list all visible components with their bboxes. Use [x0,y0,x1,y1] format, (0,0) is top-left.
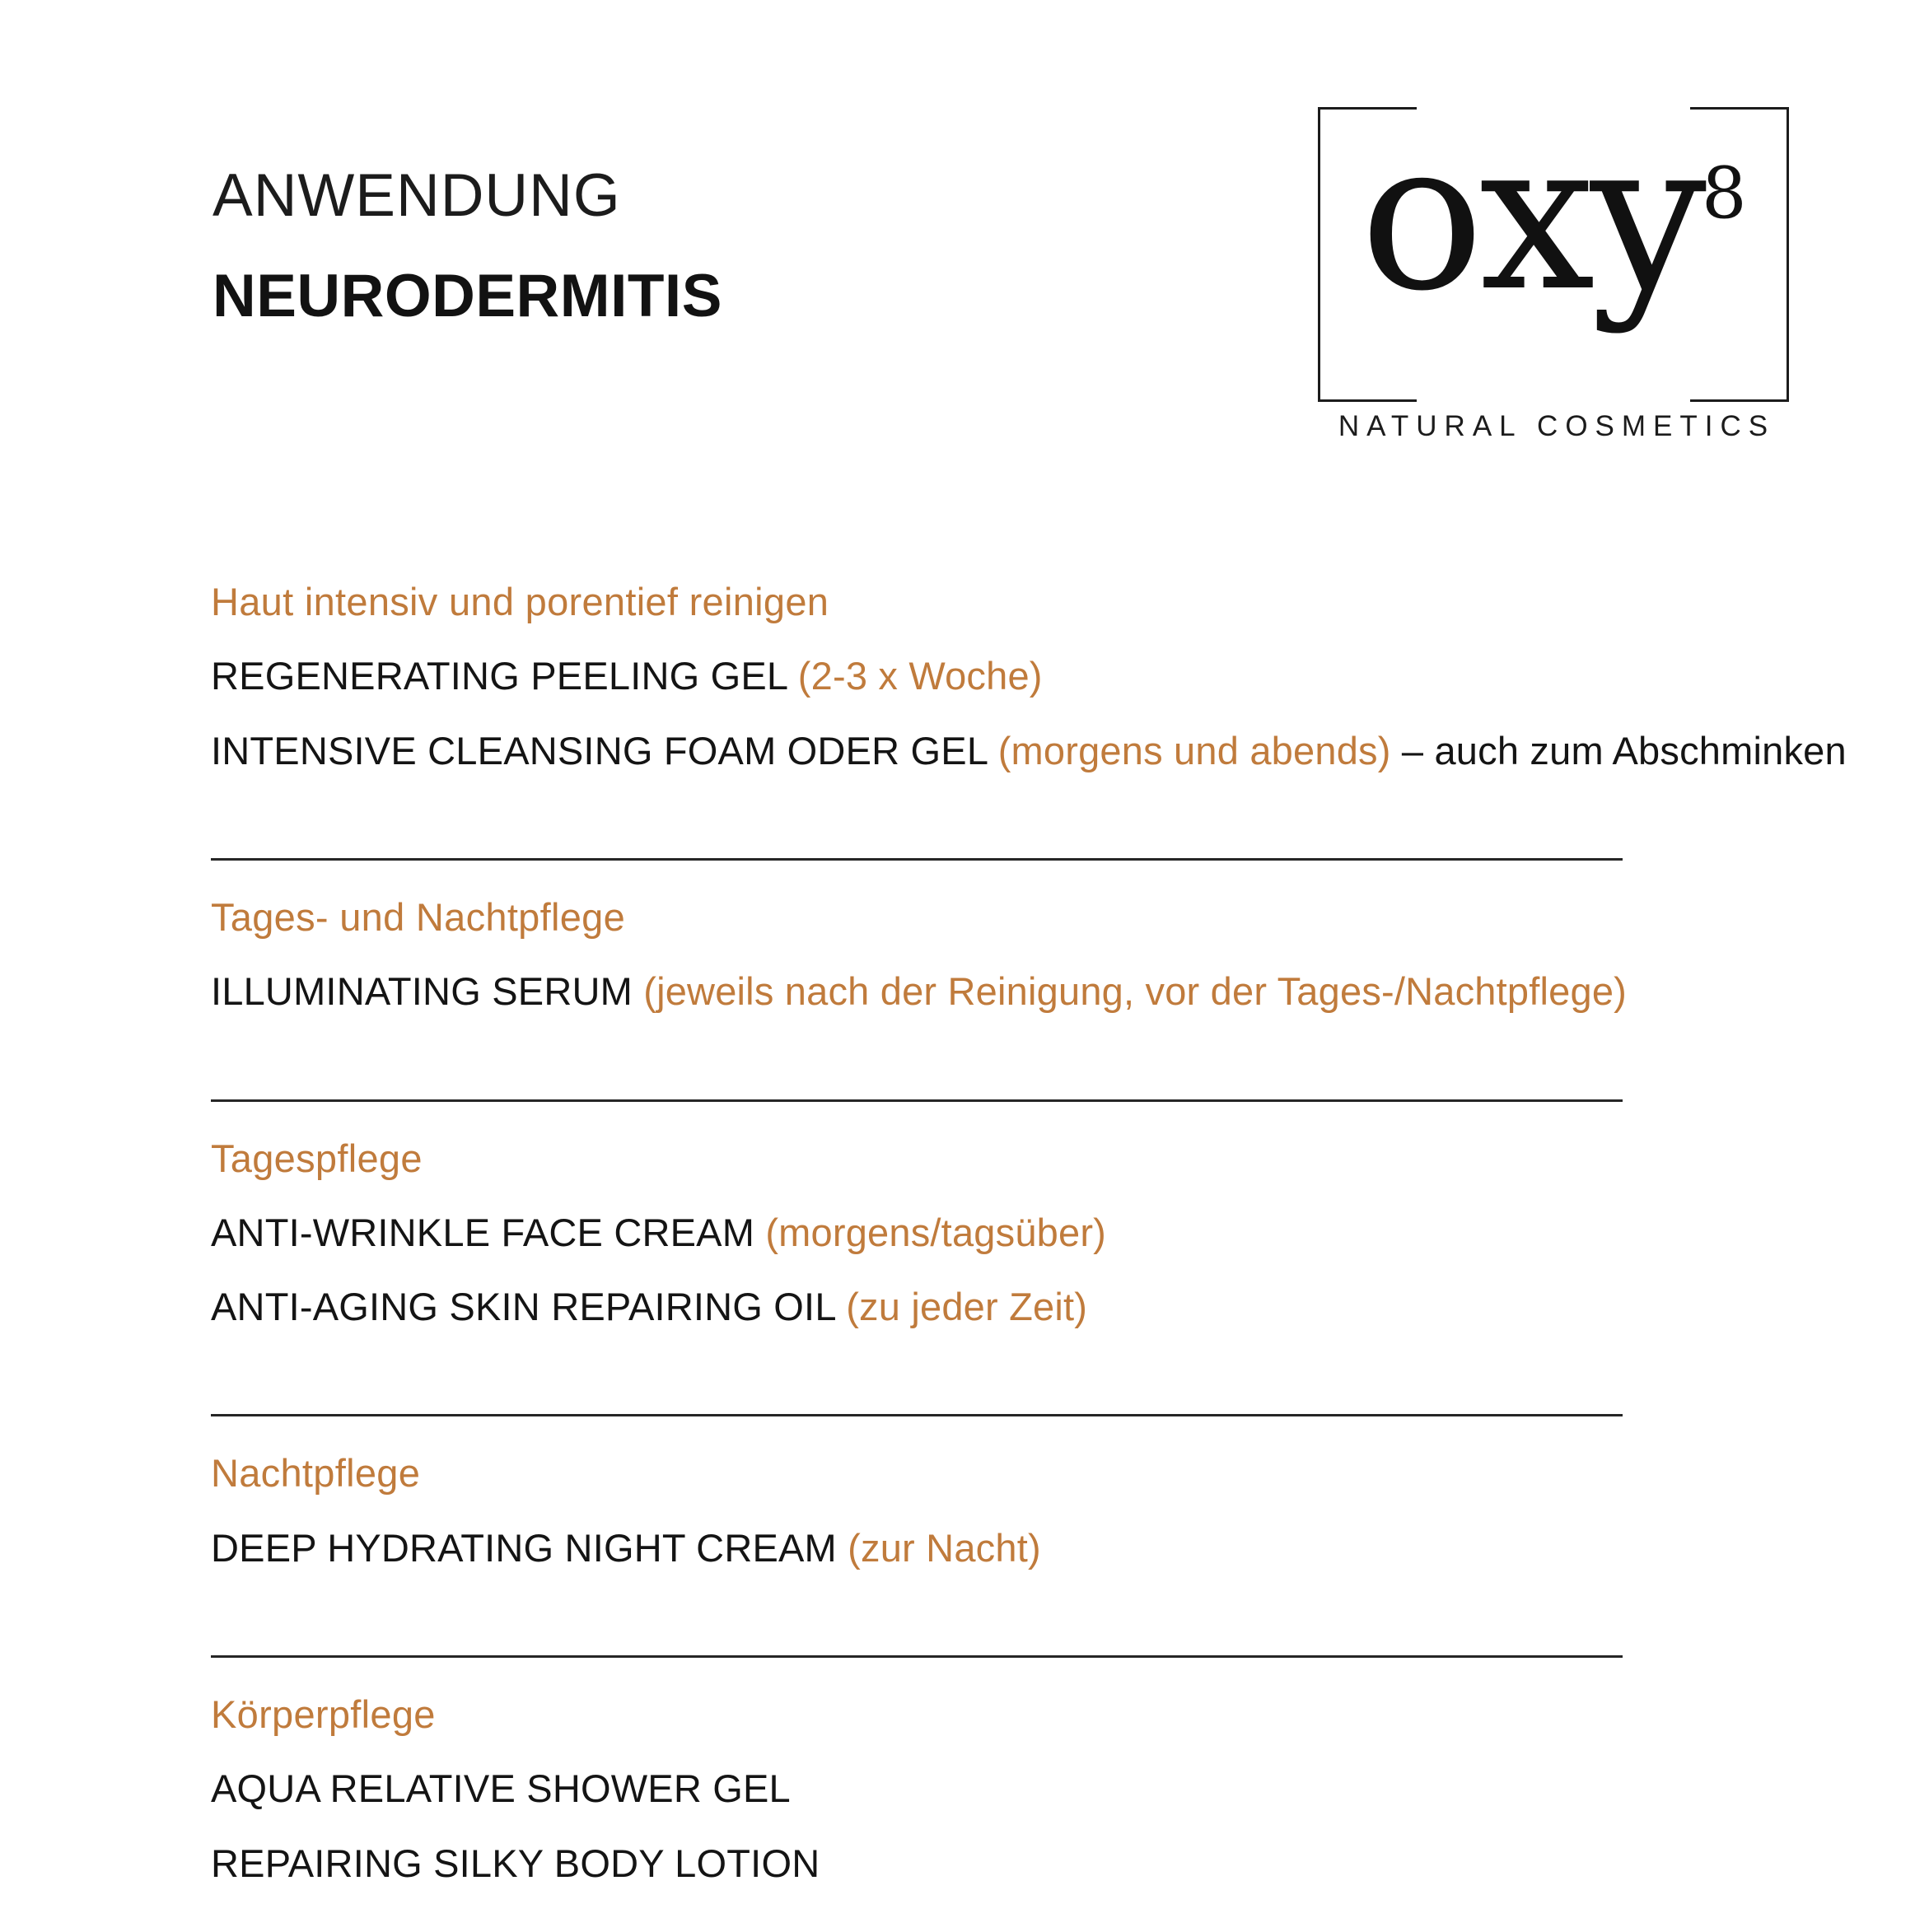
product-note: (morgens/tagsüber) [765,1210,1107,1254]
product-name: REGENERATING PEELING GEL [211,654,798,698]
list-item [211,965,1628,1017]
logo-wordmark [1318,96,1789,336]
logo-superscript: 8 [1702,152,1747,236]
product-name: AQUA RELATIVE SHOWER GEL [211,1766,791,1811]
product-note: (morgens und abends) [997,728,1391,772]
list-item [211,1837,1623,1889]
page-title: ANWENDUNG [213,162,621,229]
section-title: Tagespflege [211,1136,423,1180]
page-subtitle: NEURODERMITIS [213,262,722,329]
list-item [211,1206,1623,1258]
brand-logo [1318,96,1796,442]
product-note: (2-3 x Woche) [797,654,1043,698]
product-name: ANTI-WRINKLE FACE CREAM [211,1210,766,1254]
logo-tagline: NATURAL COSMETICS [1338,410,1776,442]
section-title: Körperpflege [211,1692,436,1736]
product-note: (zu jeder Zeit) [846,1285,1088,1329]
routine-list [211,576,1847,1889]
list-item [211,1522,1623,1574]
product-name: REPAIRING SILKY BODY LOTION [211,1841,820,1885]
section-title: Tages- und Nachtpflege [211,894,626,939]
routine-section [211,1414,1623,1631]
product-name: ANTI-AGING SKIN REPAIRING OIL [211,1285,847,1329]
section-title: Nachtpflege [211,1451,421,1496]
list-item [211,1281,1623,1332]
product-name: INTENSIVE CLEANSING FOAM ODER GEL [211,728,998,772]
product-note: (jeweils nach der Reinigung, vor der Tages-/Nachtpflege) [643,969,1628,1014]
list-item [211,650,1623,702]
product-note: (zur Nacht) [848,1525,1041,1570]
product-tail: – auch zum Abschminken [1390,728,1847,772]
list-item [211,725,1847,777]
routine-section [211,1655,1623,1889]
list-item [211,1762,1623,1814]
routine-section [211,858,1628,1075]
logo-word-text: oxy [1360,96,1702,336]
routine-section [211,1099,1623,1390]
product-name: ILLUMINATING SERUM [211,969,644,1014]
routine-section [211,576,1847,833]
section-title: Haut intensiv und porentief reinigen [211,580,829,623]
logo-frame [1318,96,1789,402]
product-name: DEEP HYDRATING NIGHT CREAM [211,1525,848,1570]
